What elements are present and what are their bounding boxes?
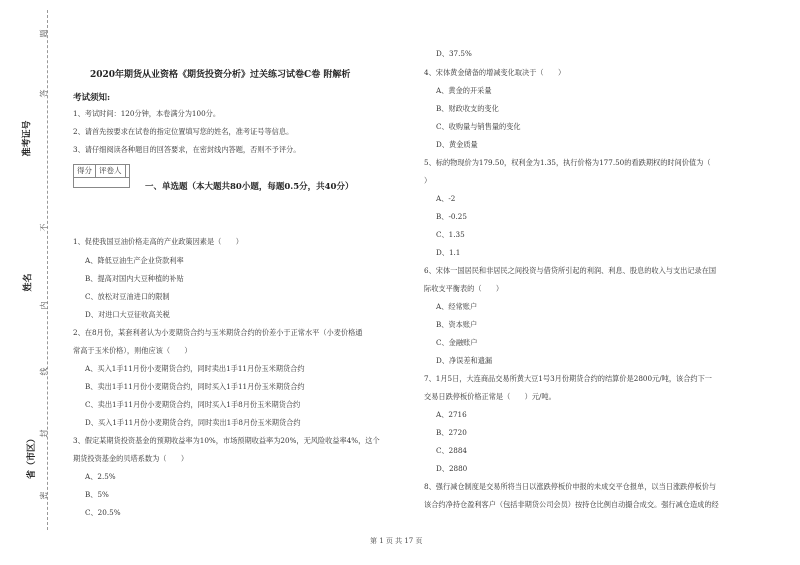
option-line: B、2720 <box>436 428 467 437</box>
option-line: C、卖出1手11月份小麦期货合约，同时买入1手8月份玉米期货合约 <box>85 400 301 409</box>
section-heading: 一、单选题（本大题共80小题，每题0.5分，共40分） <box>145 182 354 192</box>
margin-char: 封 <box>39 429 49 438</box>
option-line: D、对进口大豆征收高关税 <box>85 310 170 319</box>
question-line: 2、在8月份，某套利者认为小麦期货合约与玉米期货合约的价差小于正常水平（小麦价格通 <box>73 328 363 337</box>
option-line: B、提高对国内大豆种植的补贴 <box>85 274 184 283</box>
margin-char: 题 <box>39 29 49 38</box>
option-line: A、买入1手11月份小麦期货合约，同时卖出1手11月份玉米期货合约 <box>85 364 305 373</box>
option-line: C、20.5% <box>85 508 121 517</box>
option-line: A、2716 <box>436 410 467 419</box>
option-line: D、37.5% <box>436 49 472 58</box>
document-title: 2020年期货从业资格《期货投资分析》过关练习试卷C卷 附解析 <box>90 70 351 80</box>
option-line: C、放松对豆油进口的限制 <box>85 292 170 301</box>
question-line: 8、强行减仓制度是交易所将当日以涨跌停板价申报的未成交平仓报单，以当日涨跌停板价与 <box>424 482 717 491</box>
page-number: 第 1 页 共 17 页 <box>370 537 423 545</box>
binding-margin-line <box>47 10 48 530</box>
question-line: 5、标的物现价为179.50，权利金为1.35，执行价格为177.50的看跌期权的时间价值为（ <box>424 158 711 167</box>
option-line: B、5% <box>85 490 109 499</box>
margin-char: 不 <box>39 223 49 232</box>
question-line: 3、假定某期货投资基金的预期收益率为10%，市场预期收益率为20%，无风险收益率4%，这个 <box>73 436 380 445</box>
province-label: 省（市区） <box>27 433 38 480</box>
option-line: A、降低豆油生产企业贷款利率 <box>85 256 184 265</box>
question-line: 6、宋体一国居民和非居民之间投资与借贷所引起的利润、利息、股息的收入与支出记录在国 <box>424 266 717 275</box>
question-line: 该合约净持仓盈利客户（包括非期货公司会员）按持仓比例自动撮合成交。强行减仓造成的经 <box>424 500 719 509</box>
option-line: B、财政收支的变化 <box>436 104 499 113</box>
option-line: B、卖出1手11月份小麦期货合约，同时买入1手11月份玉米期货合约 <box>85 382 305 391</box>
question-line: 期货投资基金的贝塔系数为（ ） <box>73 454 189 463</box>
option-line: C、收购量与销售量的变化 <box>436 122 521 131</box>
option-line: D、1.1 <box>436 248 461 257</box>
margin-char: 线 <box>39 367 49 376</box>
exam-id-label: 准考证号 <box>22 120 33 157</box>
question-line: 4、宋体黄金储备的增减变化取决于（ ） <box>424 68 566 77</box>
option-line: C、金融账户 <box>436 338 478 347</box>
option-line: A、黄金的开采量 <box>436 86 492 95</box>
question-line: ） <box>424 176 432 185</box>
option-line: A、经常账户 <box>436 302 478 311</box>
question-line: 交易日跌停板价格正常是（ ）元/吨。 <box>424 392 556 401</box>
notice-heading: 考试须知: <box>73 93 111 103</box>
question-line: 际收支平衡表的（ ） <box>424 284 504 293</box>
name-label: 姓名 <box>23 273 34 292</box>
option-line: D、净误差和遗漏 <box>436 356 493 365</box>
margin-char: 答 <box>39 89 49 98</box>
question-line: 1、促使我国豆油价格走高的产业政策因素是（ ） <box>73 237 243 246</box>
grader-cell: 评卷人 <box>96 165 126 177</box>
margin-char: 内 <box>39 301 49 310</box>
option-line: C、2884 <box>436 446 467 455</box>
score-cell: 得分 <box>74 165 96 177</box>
notice-line: 1、考试时间：120分钟，本卷满分为100分。 <box>73 109 221 118</box>
option-line: D、2880 <box>436 464 468 473</box>
score-table <box>73 164 130 188</box>
question-line: 7、1月5日，大连商品交易所黄大豆1号3月份期货合约的结算价是2800元/吨，该合约下一 <box>424 374 712 383</box>
question-line: 常高于玉米价格），则他应该（ ） <box>73 346 192 355</box>
option-line: A、-2 <box>436 194 456 203</box>
option-line: C、1.35 <box>436 230 465 239</box>
option-line: B、-0.25 <box>436 212 467 221</box>
option-line: D、买入1手11月份小麦期货合约，同时卖出1手8月份玉米期货合约 <box>85 418 301 427</box>
notice-line: 3、请仔细阅读各种题目的回答要求，在密封线内答题，否则不予评分。 <box>73 145 301 154</box>
option-line: B、资本账户 <box>436 320 478 329</box>
margin-char: 密 <box>39 491 49 500</box>
notice-line: 2、请首先按要求在试卷的指定位置填写您的姓名，准考证号等信息。 <box>73 127 294 136</box>
option-line: A、2.5% <box>85 472 116 481</box>
option-line: D、黄金质量 <box>436 140 478 149</box>
